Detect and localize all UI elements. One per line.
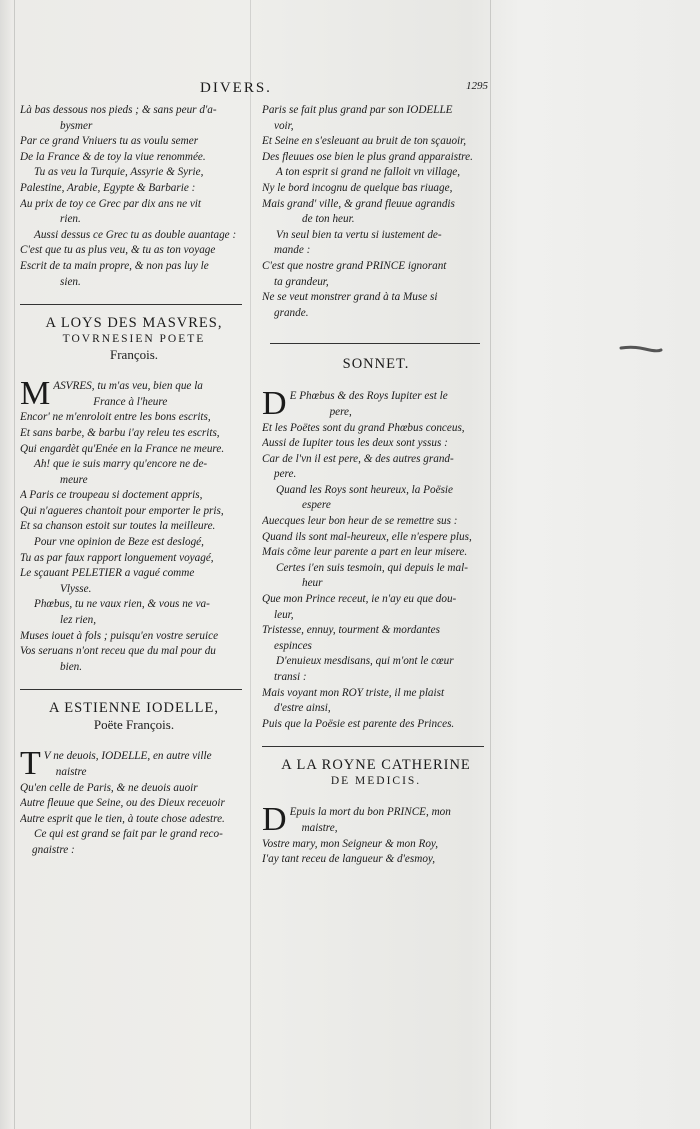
verse-line: heur bbox=[302, 577, 323, 590]
verse-line: Autre fleuue que Seine, ou des Dieux receuoir bbox=[20, 797, 225, 810]
verse-line: Epuis la mort du bon PRINCE, mon bbox=[289, 806, 451, 819]
verse-line: I'ay tant receu de langueur & d'esmoy, bbox=[262, 853, 436, 866]
poem-continuation bbox=[20, 103, 248, 290]
verse-line: Par ce grand Vniuers tu as voulu semer bbox=[20, 135, 199, 148]
header bbox=[20, 80, 488, 100]
drop-capital: D bbox=[262, 385, 287, 423]
verse-line: Et sans barbe, & barbu i'ay releu tes escrits, bbox=[20, 426, 220, 439]
verse-line: Pour vne opinion de Beze est deslogé, bbox=[34, 536, 204, 549]
verse-line: espere bbox=[302, 499, 331, 512]
poem-title: SONNET. bbox=[342, 356, 410, 373]
poem-masvres bbox=[20, 315, 248, 675]
verse-line: voir, bbox=[274, 119, 294, 132]
verse-line: Tu as veu la Turquie, Assyrie & Syrie, bbox=[34, 166, 204, 179]
verse-line: C'est que nostre grand PRINCE ignorant bbox=[262, 259, 447, 272]
verse-line: de ton heur. bbox=[302, 213, 355, 226]
drop-capital: T bbox=[20, 745, 41, 783]
verse-line: C'est que tu as plus veu, & tu as ton voyage bbox=[20, 244, 216, 257]
verse-line: Vostre mary, mon Seigneur & mon Roy, bbox=[262, 837, 439, 850]
verse-line: pere. bbox=[274, 468, 297, 481]
verse-line: Et Seine en s'esleuant au bruit de ton sçauoir, bbox=[262, 135, 467, 148]
section-rule bbox=[20, 689, 242, 690]
verse-line: grande. bbox=[274, 306, 309, 319]
left-column bbox=[20, 103, 248, 859]
verse-line: Quand les Roys sont heureux, la Poësie bbox=[276, 483, 453, 496]
verse-line: Car de l'vn il est pere, & des autres grand- bbox=[262, 452, 454, 465]
verse-line: maistre, bbox=[301, 821, 338, 834]
verse-line: naistre bbox=[55, 766, 87, 778]
verse-line: gnaistre : bbox=[32, 843, 75, 856]
verse-line: France à l'heure bbox=[93, 395, 168, 408]
verse-line: Tristesse, ennuy, tourment & mordantes bbox=[262, 624, 440, 637]
verse-line: bien. bbox=[60, 660, 83, 673]
gutter-fold-line bbox=[14, 0, 15, 1129]
section-rule bbox=[262, 746, 484, 747]
poem-subtitle: TOVRNESIEN POETE bbox=[62, 333, 206, 346]
verse-line: Muses iouet à fols ; puisqu'en vostre seruice bbox=[20, 629, 219, 642]
verse-line: Paris se fait plus grand par son IODELLE bbox=[262, 104, 453, 116]
verse-line: bysmer bbox=[60, 119, 93, 132]
verse-line: Mais voyant mon ROY triste, il me plaist bbox=[262, 686, 445, 699]
poem-subtitle: François. bbox=[109, 347, 159, 363]
verse-line: Des fleuues ose bien le plus grand apparaistre. bbox=[262, 150, 473, 163]
verse-line: Ny le bord incognu de quelque bas riuage, bbox=[262, 181, 453, 194]
running-head: DIVERS. bbox=[200, 80, 272, 96]
verse-line: Et sa chanson estoit sur toutes la meilleure. bbox=[20, 520, 216, 533]
verse-line: espinces bbox=[274, 639, 312, 652]
verse-line: rien. bbox=[60, 213, 81, 226]
verse-line: Mais grand' ville, & grand fleuue agrandis bbox=[262, 197, 455, 210]
verse-line: D'enuieux mesdisans, qui m'ont le cœur bbox=[276, 655, 454, 668]
verse-line: Aussi dessus ce Grec tu as double auantage : bbox=[34, 228, 237, 241]
verse-line: Le sçauant PELETIER a vagué comme bbox=[20, 567, 195, 580]
verse-line: Auecques leur bon heur de se remettre sus : bbox=[262, 515, 458, 528]
poem-sonnet bbox=[262, 356, 490, 732]
verse-line: meure bbox=[60, 473, 88, 486]
verse-line: A Paris ce troupeau si doctement appris, bbox=[20, 489, 203, 502]
verse-line: Phœbus, tu ne vaux rien, & vous ne va- bbox=[34, 598, 210, 611]
verse-line: Là bas dessous nos pieds ; & sans peur d'a- bbox=[20, 104, 217, 116]
verse-line: Vlysse. bbox=[60, 582, 92, 595]
poem-title: A LA ROYNE CATHERINE bbox=[281, 757, 471, 774]
poem-title: A LOYS DES MASVRES, bbox=[45, 315, 223, 332]
verse-line: Aussi de Iupiter tous les deux sont yssus : bbox=[262, 437, 448, 450]
verse-line: Puis que la Poësie est parente des Princes. bbox=[262, 717, 455, 730]
verse-line: sien. bbox=[60, 275, 81, 288]
verse-line: pere, bbox=[329, 405, 352, 418]
verse-line: ASVRES, tu m'as veu, bien que la bbox=[53, 380, 203, 393]
column-fold-line bbox=[250, 0, 251, 1129]
verse-line: Autre esprit que le tien, à toute chose adestre. bbox=[20, 812, 225, 825]
verse-line: lez rien, bbox=[60, 614, 97, 627]
verse-line: Vn seul bien ta vertu si iustement de- bbox=[276, 228, 442, 241]
verse-line: Ne se veut monstrer grand à ta Muse si bbox=[262, 291, 438, 304]
verse-line: Ah! que ie suis marry qu'encore ne de- bbox=[34, 458, 208, 471]
ink-smudge bbox=[619, 344, 663, 354]
verse-line: Tu as par faux rapport longuement voyagé, bbox=[20, 551, 214, 564]
verse-line: Mais cõme leur parente a part en leur misere. bbox=[262, 546, 468, 559]
poem-subtitle: Poëte François. bbox=[93, 717, 175, 733]
verse-line: Qui n'agueres chantoit pour emporter le pris, bbox=[20, 504, 224, 517]
verse-line: Encor' ne m'enroloit entre les bons escrits, bbox=[20, 411, 211, 424]
verse-line: Vos seruans n'ont receu que du mal pour du bbox=[20, 645, 216, 658]
section-rule bbox=[270, 343, 480, 344]
verse-line: De la France & de toy la viue renommée. bbox=[20, 150, 206, 163]
verse-line: Que mon Prince receut, ie n'ay eu que dou- bbox=[262, 593, 457, 606]
verse-line: Qu'en celle de Paris, & ne deuois auoir bbox=[20, 781, 198, 794]
poem-continuation bbox=[262, 103, 490, 321]
verse-line: Qui engardèt qu'Enée en la France ne meure. bbox=[20, 442, 225, 455]
verse-line: leur, bbox=[274, 608, 294, 621]
verse-line: Certes i'en suis tesmoin, qui depuis le mal- bbox=[276, 561, 468, 574]
verse-line: Ce qui est grand se fait par le grand reco- bbox=[34, 828, 223, 841]
verse-line: d'estre ainsi, bbox=[274, 702, 331, 715]
verse-line: Quand ils sont mal-heureux, elle n'espere plus, bbox=[262, 530, 472, 543]
poem-iodelle bbox=[20, 700, 248, 858]
right-column bbox=[262, 103, 490, 868]
poem-catherine bbox=[262, 757, 490, 867]
page-edge-line bbox=[490, 0, 491, 1129]
verse-line: transi : bbox=[274, 671, 307, 683]
page-number: 1295 bbox=[466, 80, 488, 92]
verse-line: V ne deuois, IODELLE, en autre ville bbox=[43, 750, 212, 763]
poem-subtitle: DE MEDICIS. bbox=[330, 775, 422, 788]
verse-line: Palestine, Arabie, Egypte & Barbarie : bbox=[20, 181, 196, 194]
verse-line: mande : bbox=[274, 244, 311, 257]
verse-line: Escrit de ta main propre, & non pas luy le bbox=[20, 259, 209, 272]
drop-capital: D bbox=[262, 801, 287, 839]
verse-line: A ton esprit si grand ne falloit vn village, bbox=[276, 166, 461, 179]
verse-line: ta grandeur, bbox=[274, 275, 329, 288]
verse-line: E Phœbus & des Roys Iupiter est le bbox=[289, 390, 448, 403]
drop-capital: M bbox=[20, 375, 51, 413]
poem-title: A ESTIENNE IODELLE, bbox=[48, 700, 219, 717]
section-rule bbox=[20, 304, 242, 305]
verse-line: Et les Poëtes sont du grand Phœbus conceus, bbox=[262, 421, 465, 434]
verse-line: Au prix de toy ce Grec par dix ans ne vit bbox=[20, 197, 202, 210]
